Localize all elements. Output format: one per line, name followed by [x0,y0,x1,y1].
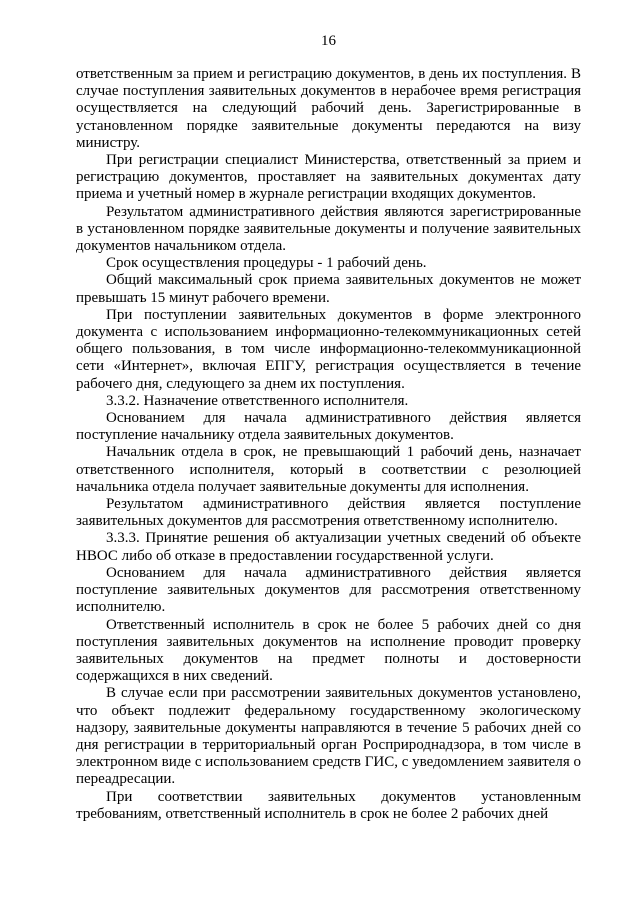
paragraph-basis-3-3-3: Основанием для начала административного действия является поступление заявительных документов для рассмотрения ответственному исполнителю. [76,564,581,616]
paragraph-electronic-submission: При поступлении заявительных документов в форме электронного документа с использованием информационно-телекоммуникационных сетей общего пользования, в том числе информационно-телекоммуникационной сети «Интернет», включая ЕПГУ, регистрация осуществляется в течение рабочего дня, следующего за днем их поступления. [76,306,581,392]
paragraph-continuation: ответственным за прием и регистрацию документов, в день их поступления. В случае поступления заявительных документов в нерабочее время регистрация осуществляется на следующий рабочий день. Зарегистрированные в установленном порядке заявительные документы передаются на визу министру. [76,66,581,151]
section-heading-3-3-3: 3.3.3. Принятие решения об актуализации учетных сведений об объекте НВОС либо об отказе в предоставлении государственной услуги. [76,530,581,564]
paragraph-check-completeness: Ответственный исполнитель в срок не более 5 рабочих дней со дня поступления заявительных документов на исполнение проводит проверку заявительных документов на предмет полноты и достоверности содержащихся в них сведений. [76,616,581,685]
paragraph-registration-specialist: При регистрации специалист Министерства, ответственный за прием и регистрацию документов, проставляет на заявительных документах дату приема и учетный номер в журнале регистрации входящих документов. [76,152,581,203]
paragraph-result-3-3-2: Результатом административного действия является поступление заявительных документов для рассмотрения ответственному исполнителю. [76,496,581,530]
paragraph-federal-supervision: В случае если при рассмотрении заявительных документов установлено, что объект подлежит федеральному государственному экологическому надзору, заявительные документы направляются в течение 5 рабочих дней со дня регистрации в территориальный орган Росприроднадзора, в том числе в электронном виде с использованием средств ГИС, с уведомлением заявителя о переадресации. [76,685,581,788]
paragraph-action-result: Результатом административного действия являются зарегистрированные в установленном порядке заявительные документы и получение заявительных документов начальником отдела. [76,203,581,255]
paragraph-procedure-term: Срок осуществления процедуры - 1 рабочий день. [106,255,427,272]
paragraph-basis-3-3-2: Основанием для начала административного действия является поступление начальнику отдела заявительных документов. [76,410,581,444]
document-page [76,32,581,823]
page-number: 16 [321,33,336,49]
paragraph-max-term: Общий максимальный срок приема заявительных документов не может превышать 15 минут рабочего времени. [76,272,581,306]
paragraph-compliance: При соответствии заявительных документов установленным требованиям, ответственный исполнитель в срок не более 2 рабочих дней [76,788,581,822]
section-heading-3-3-2: 3.3.2. Назначение ответственного исполнителя. [106,392,409,409]
paragraph-assign-executor: Начальник отдела в срок, не превышающий 1 рабочий день, назначает ответственного исполнителя, который в соответствии с резолюцией начальника отдела получает заявительные документы для исполнения. [76,444,581,495]
